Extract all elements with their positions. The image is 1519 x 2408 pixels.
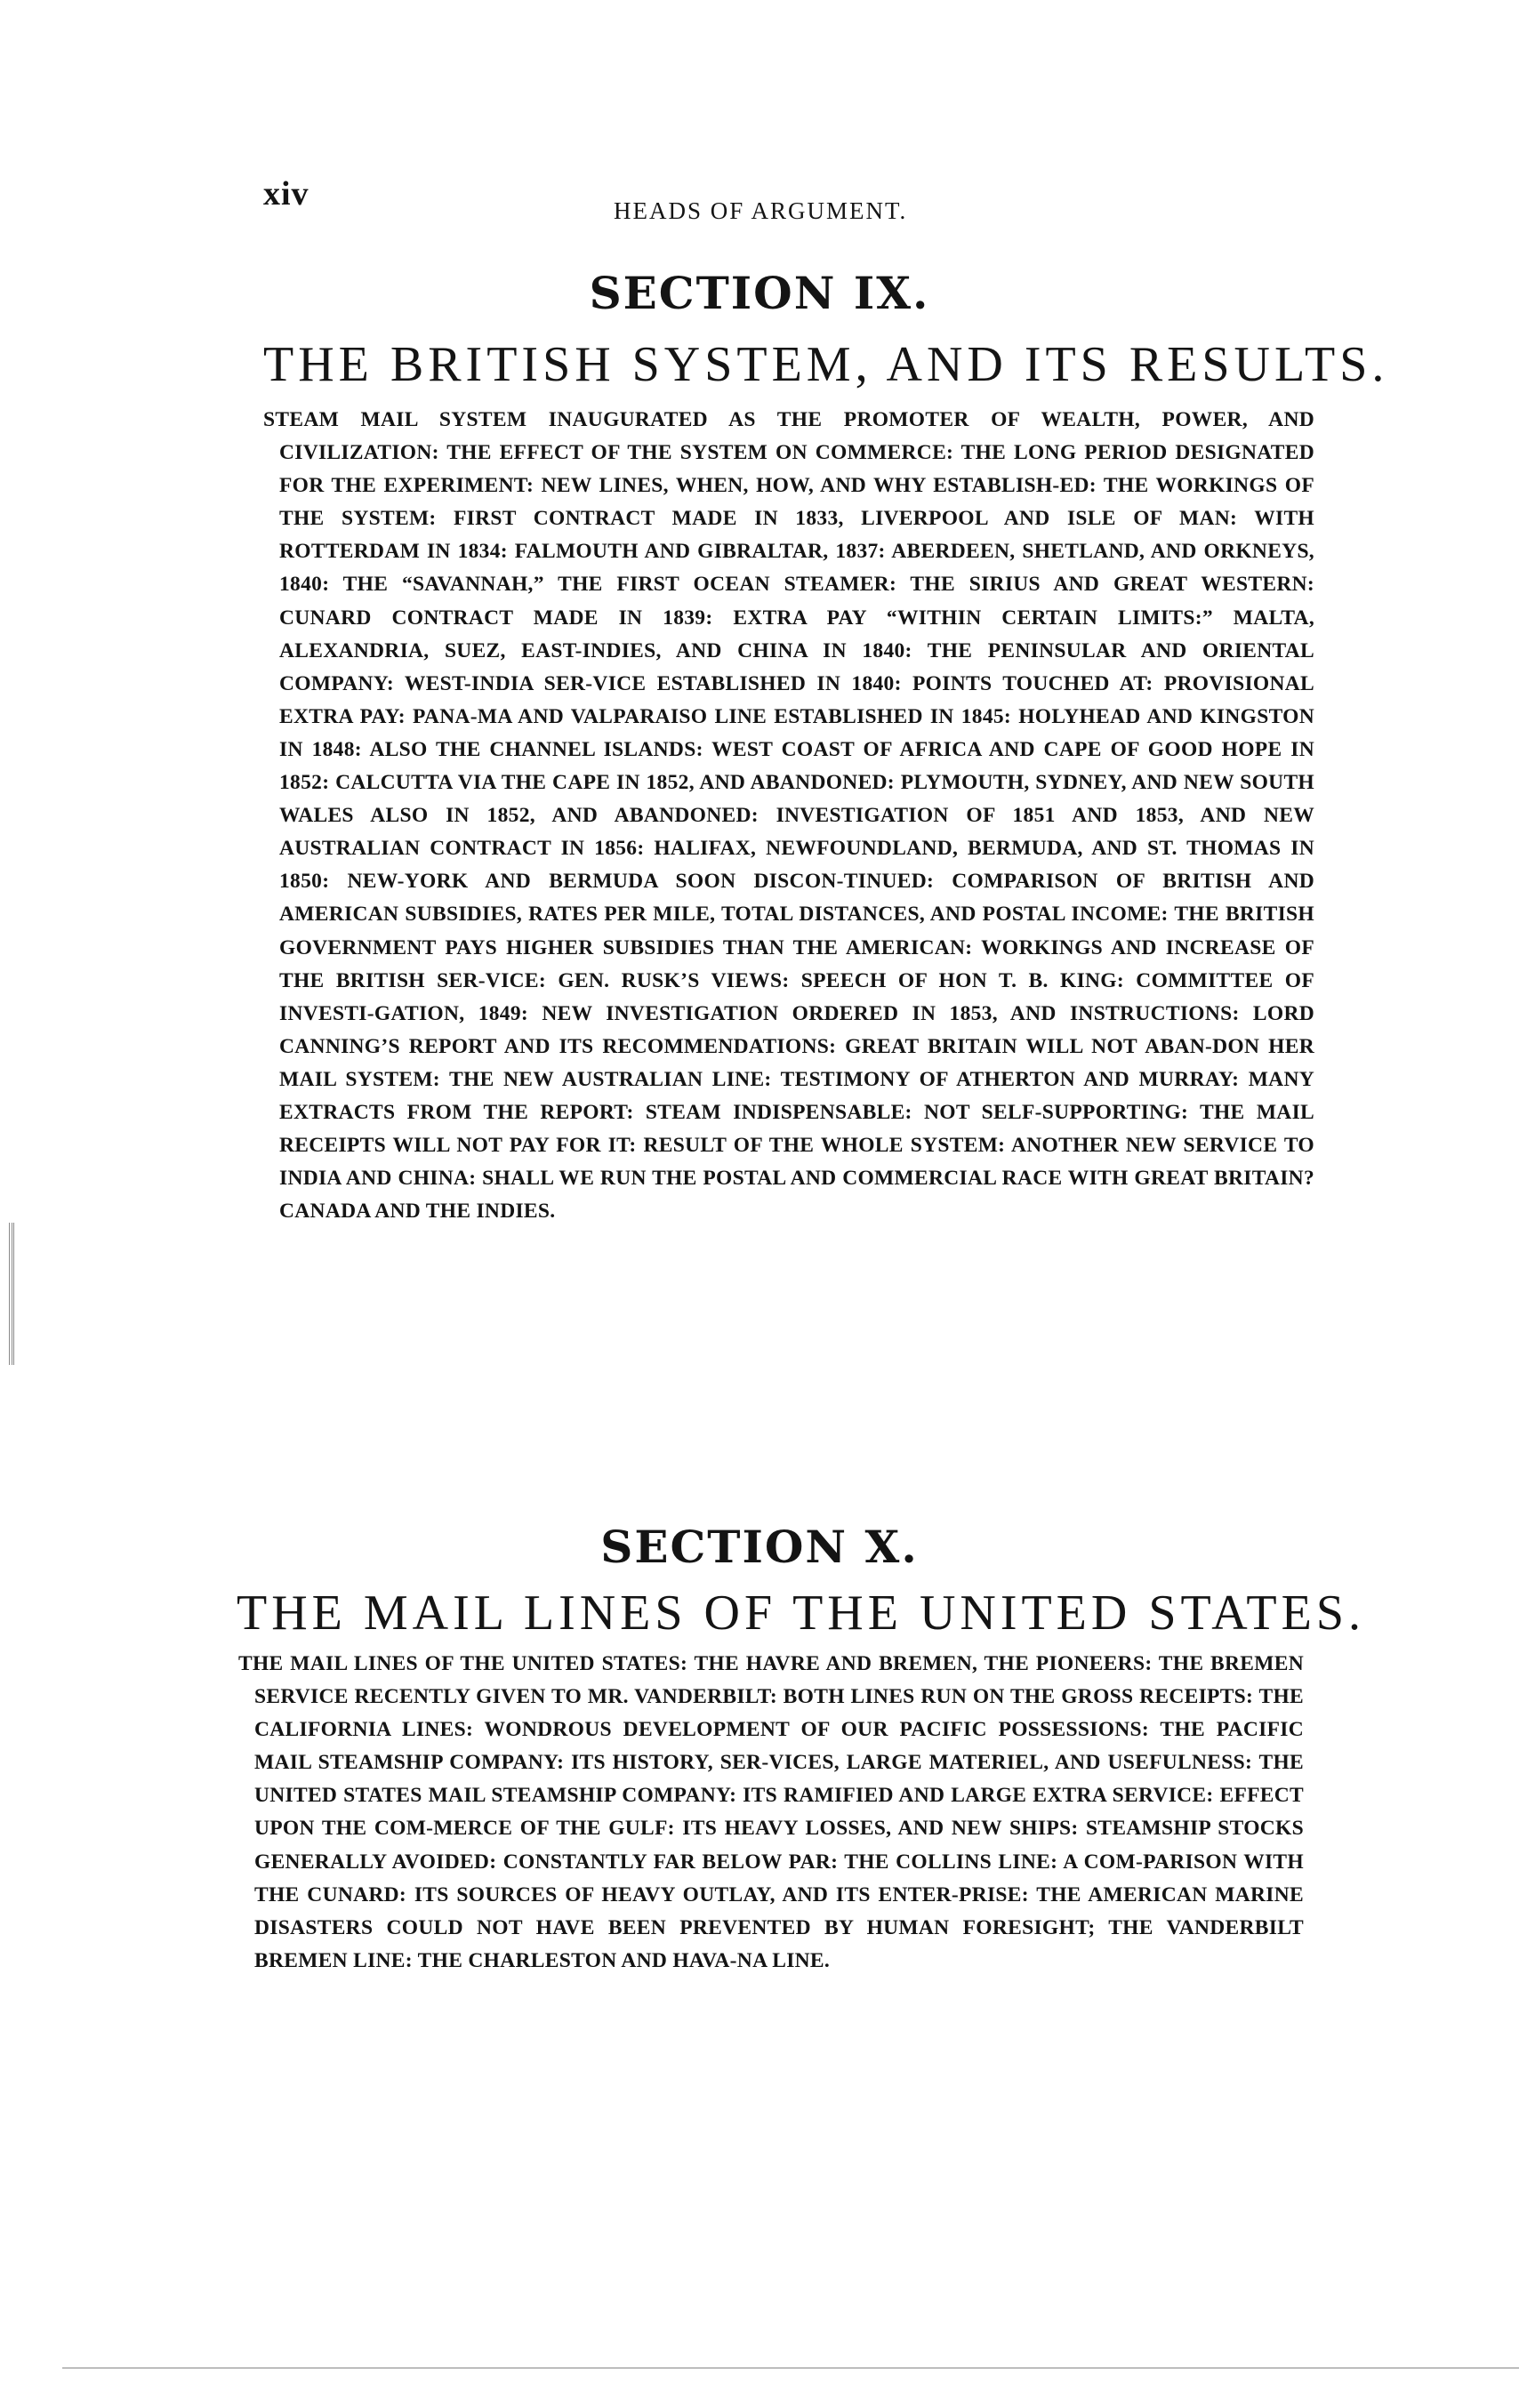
section-x-summary: THE MAIL LINES OF THE UNITED STATES: THE HAVRE AND BREMEN, THE PIONEERS: THE BREMEN SERVICE RECENTLY GIVEN TO MR. VANDERBILT: BOTH LINES RUN ON THE GROSS RECEIPTS: THE CALIFORNIA LINES: WONDROUS DEVELOPMENT OF OUR PACIFIC POSSESSIONS: THE PACIFIC MAIL STEAMSHIP COMPANY: ITS HISTORY, SER-VICES, LARGE MATERIEL, AND USEFULNESS: THE UNITED STATES MAIL STEAMSHIP COMPANY: ITS RAMIFIED AND LARGE EXTRA SERVICE: EFFECT UPON THE COM-MERCE OF THE GULF: ITS HEAVY LOSSES, AND NEW SHIPS: STEAMSHIP STOCKS GENERALLY AVOIDED: CONSTANTLY FAR BELOW PAR: THE COLLINS LINE: A COM-PARISON WITH THE CUNARD: ITS SOURCES OF HEAVY OUTLAY, AND ITS ENTER-PRISE: THE AMERICAN MARINE DISASTERS COULD NOT HAVE BEEN PREVENTED BY HUMAN FORESIGHT; THE VANDERBILT BREMEN LINE: THE CHARLESTON AND HAVA-NA LINE.: [238, 1652, 1304, 1972]
binding-edge-marks: [9, 1223, 14, 1365]
section-ix-heading: SECTION IX.: [589, 267, 930, 319]
section-x-title: THE MAIL LINES OF THE UNITED STATES.: [237, 1585, 1365, 1641]
section-ix-title: THE BRITISH SYSTEM, AND ITS RESULTS.: [263, 337, 1389, 392]
page-number: xiv: [263, 175, 309, 213]
running-head: HEADS OF ARGUMENT.: [614, 197, 908, 224]
bottom-edge-line: [62, 2367, 1519, 2369]
section-ix-summary: STEAM MAIL SYSTEM INAUGURATED AS THE PROMOTER OF WEALTH, POWER, AND CIVILIZATION: THE EFFECT OF THE SYSTEM ON COMMERCE: THE LONG PERIOD DESIGNATED FOR THE EXPERIMENT: NEW LINES, WHEN, HOW, AND WHY ESTABLISH-ED: THE WORKINGS OF THE SYSTEM: FIRST CONTRACT MADE IN 1833, LIVERPOOL AND ISLE OF MAN: WITH ROTTERDAM IN 1834: FALMOUTH AND GIBRALTAR, 1837: ABERDEEN, SHETLAND, AND ORKNEYS, 1840: THE “SAVANNAH,” THE FIRST OCEAN STEAMER: THE SIRIUS AND GREAT WESTERN: CUNARD CONTRACT MADE IN 1839: EXTRA PAY “WITHIN CERTAIN LIMITS:” MALTA, ALEXANDRIA, SUEZ, EAST-INDIES, AND CHINA IN 1840: THE PENINSULAR AND ORIENTAL COMPANY: WEST-INDIA SER-VICE ESTABLISHED IN 1840: POINTS TOUCHED AT: PROVISIONAL EXTRA PAY: PANA-MA AND VALPARAISO LINE ESTABLISHED IN 1845: HOLYHEAD AND KINGSTON IN 1848: ALSO THE CHANNEL ISLANDS: WEST COAST OF AFRICA AND CAPE OF GOOD HOPE IN 1852: CALCUTTA VIA THE CAPE IN 1852, AND ABANDONED: PLYMOUTH, SYDNEY, AND NEW SOUTH WALES ALSO IN 1852, AND ABANDONED: INVESTIGATION OF 1851 AND 1853, AND NEW AUSTRALIAN CONTRACT IN 1856: HALIFAX, NEWFOUNDLAND, BERMUDA, AND ST. THOMAS IN 1850: NEW-YORK AND BERMUDA SOON DISCON-TINUED: COMPARISON OF BRITISH AND AMERICAN SUBSIDIES, RATES PER MILE, TOTAL DISTANCES, AND POSTAL INCOME: THE BRITISH GOVERNMENT PAYS HIGHER SUBSIDIES THAN THE AMERICAN: WORKINGS AND INCREASE OF THE BRITISH SER-VICE: GEN. RUSK’S VIEWS: SPEECH OF HON T. B. KING: COMMITTEE OF INVESTI-GATION, 1849: NEW INVESTIGATION ORDERED IN 1853, AND INSTRUCTIONS: LORD CANNING’S REPORT AND ITS RECOMMENDATIONS: GREAT BRITAIN WILL NOT ABAN-DON HER MAIL SYSTEM: THE NEW AUSTRALIAN LINE: TESTIMONY OF ATHERTON AND MURRAY: MANY EXTRACTS FROM THE REPORT: STEAM INDISPENSABLE: NOT SELF-SUPPORTING: THE MAIL RECEIPTS WILL NOT PAY FOR IT: RESULT OF THE WHOLE SYSTEM: ANOTHER NEW SERVICE TO INDIA AND CHINA: SHALL WE RUN THE POSTAL AND COMMERCIAL RACE WITH GREAT BRITAIN? CANADA AND THE INDIES.: [263, 408, 1314, 1224]
section-x-heading: SECTION X.: [600, 1521, 919, 1573]
